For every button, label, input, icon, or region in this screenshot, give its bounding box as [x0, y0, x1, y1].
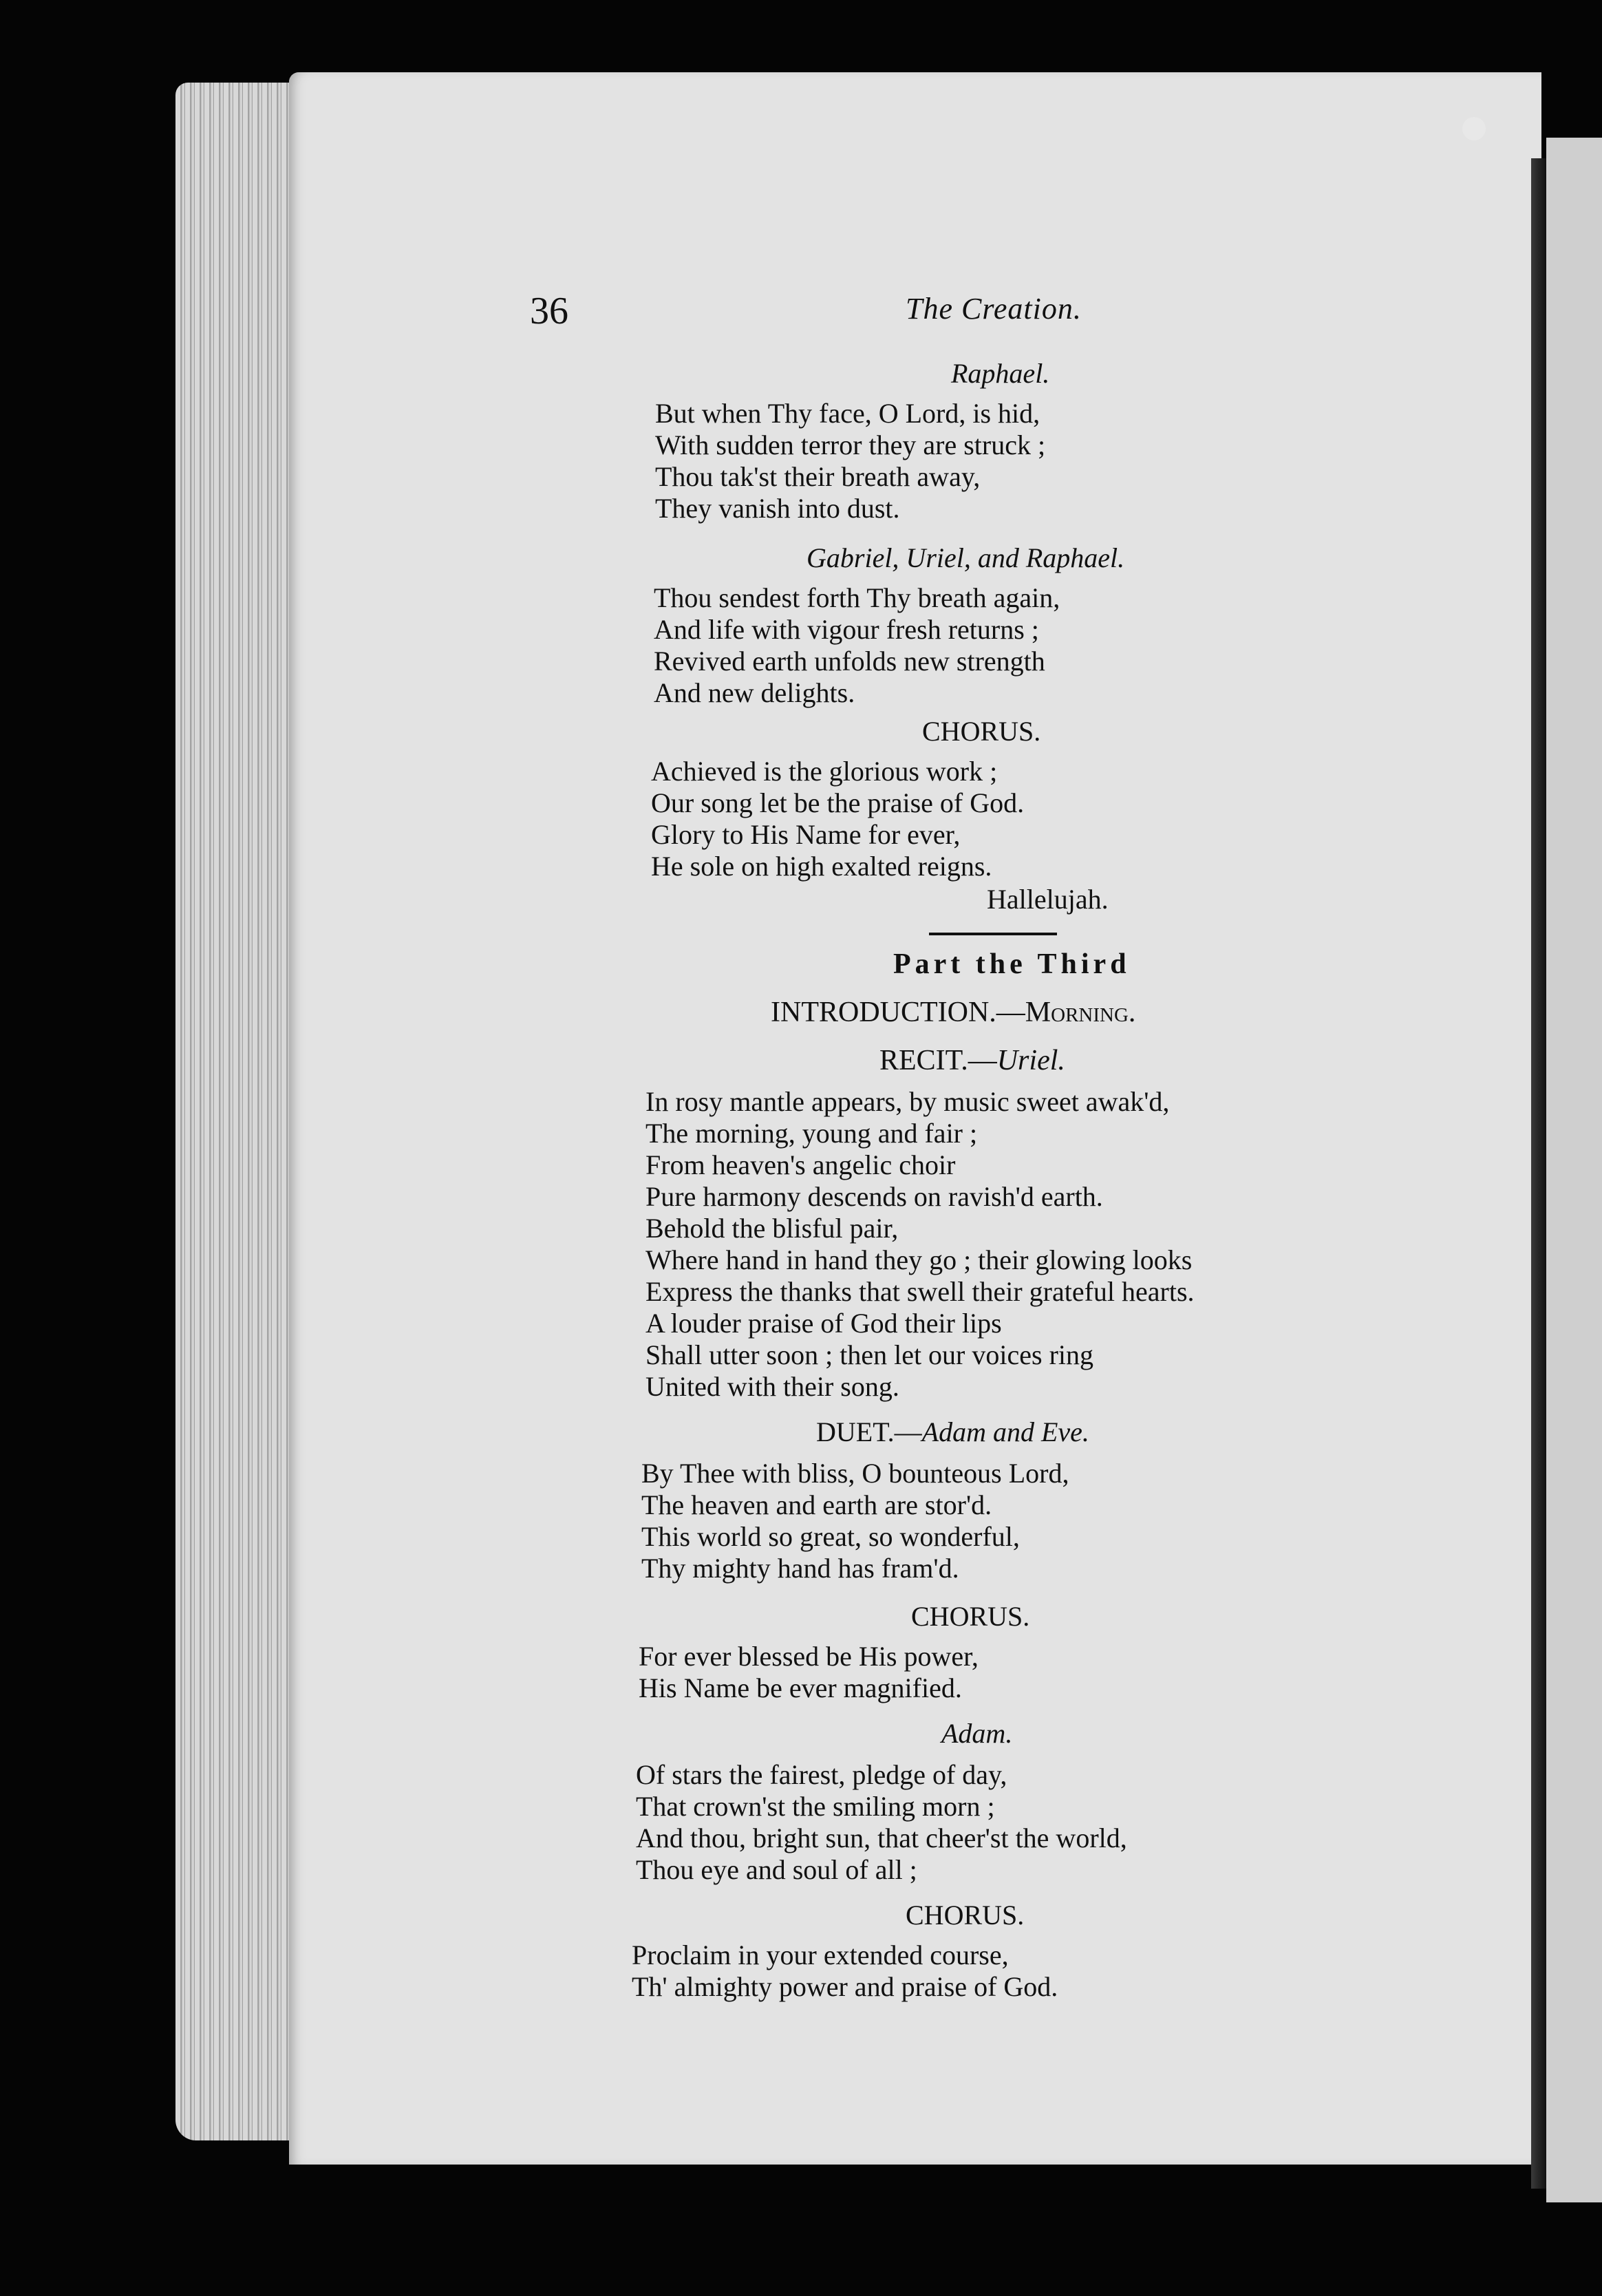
- verse-line: Thou sendest forth Thy breath again,: [654, 582, 1060, 613]
- verse-line: From heaven's angelic choir: [645, 1149, 956, 1180]
- verse-line: Shall utter soon ; then let our voices ring: [645, 1339, 1093, 1370]
- speaker-chorus: CHORUS.: [922, 716, 1041, 747]
- verse-line: Thou tak'st their breath away,: [655, 461, 981, 492]
- verse-coda: Hallelujah.: [987, 884, 1109, 915]
- duet-heading: [816, 1416, 1089, 1448]
- verse-line: Express the thanks that swell their grateful hearts.: [645, 1276, 1195, 1307]
- introduction-heading: [771, 997, 1135, 1028]
- facing-page: [1546, 138, 1602, 2202]
- book-gutter: [1531, 158, 1546, 2189]
- verse-line: Glory to His Name for ever,: [651, 819, 961, 850]
- recit-speaker: Uriel.: [996, 1045, 1065, 1076]
- verse-line: And thou, bright sun, that cheer'st the world,: [636, 1822, 1127, 1853]
- verse-line: Th' almighty power and praise of God.: [632, 1971, 1058, 2002]
- verse-line: Pure harmony descends on ravish'd earth.: [645, 1181, 1103, 1212]
- scan-speck: [1462, 117, 1486, 140]
- section-rule: [929, 933, 1057, 935]
- verse-line: In rosy mantle appears, by music sweet awak'd,: [645, 1086, 1170, 1117]
- verse-line: A louder praise of God their lips: [645, 1308, 1002, 1339]
- verse-line: For ever blessed be His power,: [639, 1641, 979, 1672]
- verse-line: With sudden terror they are struck ;: [655, 429, 1046, 460]
- verse-line: The morning, young and fair ;: [645, 1118, 978, 1149]
- verse-line: By Thee with bliss, O bounteous Lord,: [641, 1458, 1069, 1489]
- duet-label: DUET.—: [816, 1416, 922, 1447]
- verse-line: Thy mighty hand has fram'd.: [641, 1553, 959, 1584]
- speaker-chorus: CHORUS.: [911, 1601, 1030, 1632]
- duet-speakers: Adam and Eve.: [921, 1416, 1089, 1447]
- speaker-chorus: CHORUS.: [906, 1900, 1025, 1931]
- verse-line: United with their song.: [645, 1371, 899, 1402]
- speaker-adam: Adam.: [941, 1718, 1013, 1749]
- part-heading: Part the Third: [893, 948, 1131, 980]
- verse-line: Thou eye and soul of all ;: [636, 1854, 917, 1885]
- verse-line: That crown'st the smiling morn ;: [636, 1791, 995, 1822]
- introduction-subtitle: Morning.: [1025, 997, 1136, 1028]
- verse-line: Our song let be the praise of God.: [651, 787, 1025, 818]
- page-number: 36: [530, 290, 568, 332]
- verse-line: He sole on high exalted reigns.: [651, 851, 992, 882]
- running-title: The Creation.: [906, 292, 1082, 326]
- recit-heading: [879, 1045, 1065, 1076]
- verse-line: His Name be ever magnified.: [639, 1672, 962, 1703]
- verse-line: Of stars the fairest, pledge of day,: [636, 1759, 1007, 1790]
- recit-label: RECIT.—: [879, 1045, 997, 1076]
- verse-line: They vanish into dust.: [655, 493, 900, 524]
- verse-line: Behold the blisful pair,: [645, 1213, 899, 1244]
- verse-line: And life with vigour fresh returns ;: [654, 614, 1039, 645]
- introduction-label: INTRODUCTION.—: [771, 997, 1025, 1028]
- verse-line: But when Thy face, O Lord, is hid,: [655, 398, 1040, 429]
- verse-line: Proclaim in your extended course,: [632, 1939, 1009, 1970]
- verse-line: Where hand in hand they go ; their glowing looks: [645, 1244, 1193, 1275]
- verse-line: Revived earth unfolds new strength: [654, 646, 1045, 677]
- speaker-raphael: Raphael.: [951, 358, 1050, 389]
- verse-line: Achieved is the glorious work ;: [651, 756, 998, 787]
- speaker-trio: Gabriel, Uriel, and Raphael.: [807, 542, 1125, 573]
- verse-line: The heaven and earth are stor'd.: [641, 1489, 992, 1520]
- verse-line: This world so great, so wonderful,: [641, 1521, 1020, 1552]
- verse-line: And new delights.: [654, 677, 855, 708]
